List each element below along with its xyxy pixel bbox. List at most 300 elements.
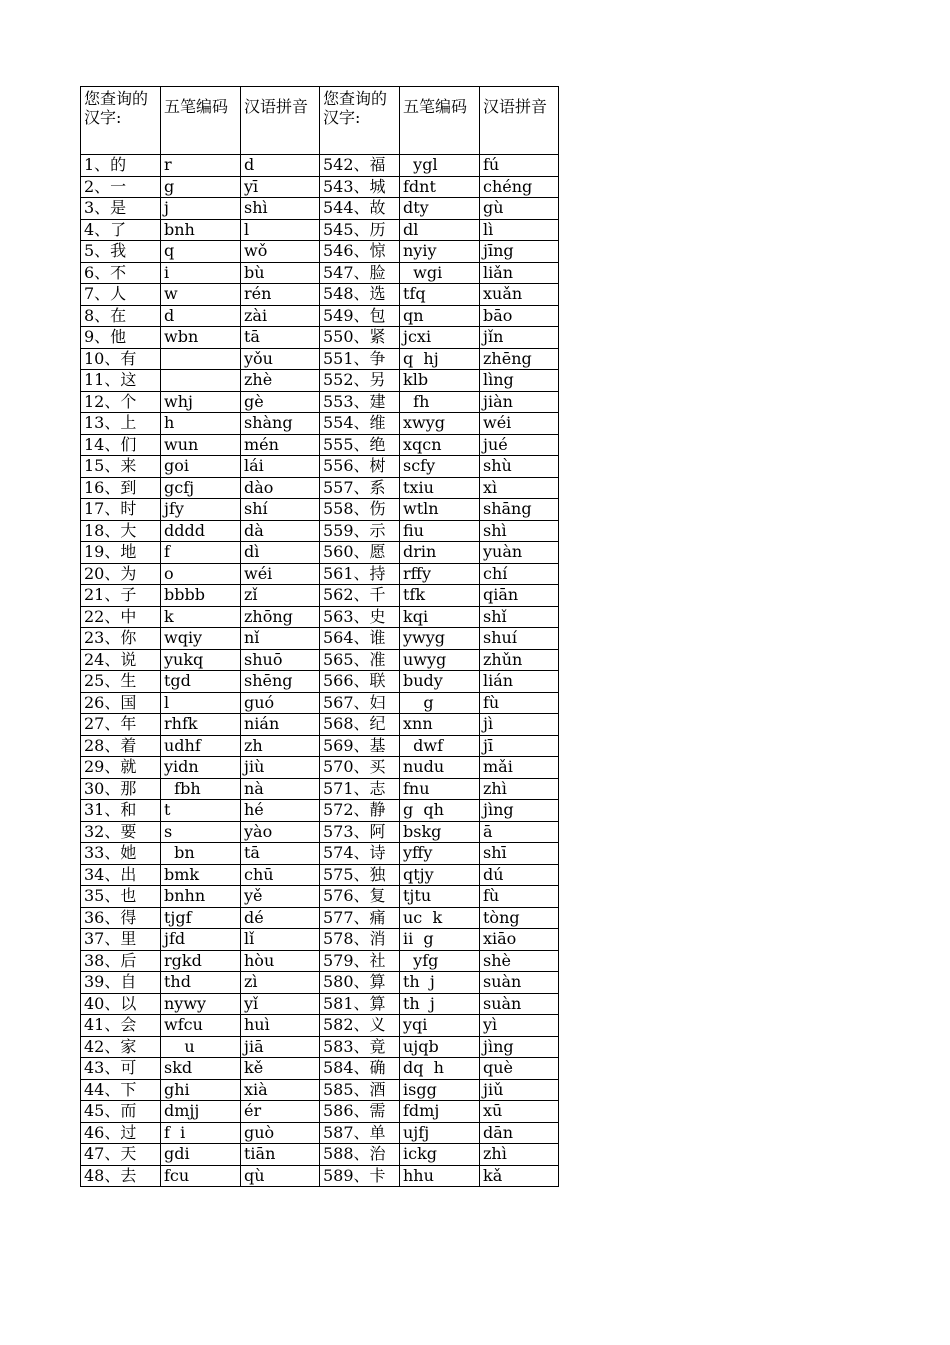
cell-pinyin-left: yě: [241, 886, 320, 908]
cell-char-right: 551、争: [320, 348, 400, 370]
cell-pinyin-left: zhōng: [241, 606, 320, 628]
cell-wubi-right: xwyg: [400, 413, 480, 435]
table-row: [81, 714, 559, 736]
cell-wubi-right: yqi: [400, 1015, 480, 1037]
cell-pinyin-left: shēng: [241, 671, 320, 693]
cell-pinyin-right: dú: [480, 864, 559, 886]
header-wubi-left: 五笔编码: [161, 87, 241, 155]
cell-wubi-left: f i: [161, 1122, 241, 1144]
cell-char-left: 32、要: [81, 821, 161, 843]
cell-pinyin-left: dà: [241, 520, 320, 542]
cell-wubi-right: txiu: [400, 477, 480, 499]
cell-pinyin-left: xià: [241, 1079, 320, 1101]
cell-pinyin-right: lì: [480, 219, 559, 241]
cell-pinyin-right: yì: [480, 1015, 559, 1037]
table-row: [81, 176, 559, 198]
cell-wubi-left: jfy: [161, 499, 241, 521]
cell-wubi-right: yfg: [400, 950, 480, 972]
cell-pinyin-left: d: [241, 155, 320, 177]
cell-wubi-left: w: [161, 284, 241, 306]
wubi-pinyin-table: [80, 86, 559, 1187]
cell-char-left: 42、家: [81, 1036, 161, 1058]
cell-wubi-left: tjgf: [161, 907, 241, 929]
cell-char-left: 3、是: [81, 198, 161, 220]
cell-char-left: 5、我: [81, 241, 161, 263]
cell-wubi-right: q hj: [400, 348, 480, 370]
cell-wubi-left: whj: [161, 391, 241, 413]
table-row: [81, 1144, 559, 1166]
cell-pinyin-left: yǒu: [241, 348, 320, 370]
cell-char-right: 553、建: [320, 391, 400, 413]
table-row: [81, 520, 559, 542]
cell-char-right: 560、愿: [320, 542, 400, 564]
cell-char-left: 28、着: [81, 735, 161, 757]
cell-wubi-left: u: [161, 1036, 241, 1058]
cell-pinyin-left: jiā: [241, 1036, 320, 1058]
cell-wubi-left: skd: [161, 1058, 241, 1080]
table-row: [81, 821, 559, 843]
table-row: [81, 219, 559, 241]
table-row: [81, 327, 559, 349]
cell-pinyin-left: kě: [241, 1058, 320, 1080]
cell-wubi-right: klb: [400, 370, 480, 392]
cell-char-left: 11、这: [81, 370, 161, 392]
cell-wubi-right: dq h: [400, 1058, 480, 1080]
cell-char-right: 581、算: [320, 993, 400, 1015]
cell-wubi-right: scfy: [400, 456, 480, 478]
cell-pinyin-right: xū: [480, 1101, 559, 1123]
cell-pinyin-right: shǐ: [480, 606, 559, 628]
cell-pinyin-left: bù: [241, 262, 320, 284]
cell-char-right: 588、治: [320, 1144, 400, 1166]
table-row: [81, 843, 559, 865]
table-row: [81, 692, 559, 714]
cell-wubi-left: wbn: [161, 327, 241, 349]
table-row: [81, 907, 559, 929]
cell-wubi-left: yukq: [161, 649, 241, 671]
cell-char-right: 563、史: [320, 606, 400, 628]
cell-wubi-right: ygl: [400, 155, 480, 177]
cell-pinyin-right: jīng: [480, 241, 559, 263]
cell-char-left: 24、说: [81, 649, 161, 671]
cell-wubi-left: dddd: [161, 520, 241, 542]
cell-pinyin-left: tā: [241, 327, 320, 349]
cell-wubi-right: ujqb: [400, 1036, 480, 1058]
cell-char-left: 46、过: [81, 1122, 161, 1144]
cell-char-right: 552、另: [320, 370, 400, 392]
cell-pinyin-right: xì: [480, 477, 559, 499]
cell-wubi-right: ujfj: [400, 1122, 480, 1144]
cell-wubi-right: yffy: [400, 843, 480, 865]
cell-char-left: 4、了: [81, 219, 161, 241]
cell-pinyin-right: shāng: [480, 499, 559, 521]
cell-wubi-left: wun: [161, 434, 241, 456]
table-row: [81, 606, 559, 628]
cell-pinyin-left: zài: [241, 305, 320, 327]
cell-wubi-right: tfq: [400, 284, 480, 306]
cell-wubi-right: hhu: [400, 1165, 480, 1187]
cell-wubi-left: goi: [161, 456, 241, 478]
cell-wubi-right: qtjy: [400, 864, 480, 886]
cell-pinyin-right: zhì: [480, 778, 559, 800]
cell-char-right: 569、基: [320, 735, 400, 757]
cell-wubi-left: wqiy: [161, 628, 241, 650]
cell-wubi-right: th j: [400, 972, 480, 994]
cell-wubi-right: budy: [400, 671, 480, 693]
cell-char-right: 550、紧: [320, 327, 400, 349]
table-row: [81, 391, 559, 413]
cell-pinyin-right: jī: [480, 735, 559, 757]
cell-wubi-right: ywyg: [400, 628, 480, 650]
cell-pinyin-left: zǐ: [241, 585, 320, 607]
cell-wubi-right: ii g: [400, 929, 480, 951]
cell-char-right: 589、卡: [320, 1165, 400, 1187]
cell-wubi-right: fh: [400, 391, 480, 413]
cell-wubi-right: ickg: [400, 1144, 480, 1166]
cell-wubi-right: drin: [400, 542, 480, 564]
cell-char-left: 48、去: [81, 1165, 161, 1187]
cell-pinyin-right: shì: [480, 520, 559, 542]
cell-pinyin-left: dào: [241, 477, 320, 499]
cell-pinyin-right: wéi: [480, 413, 559, 435]
table-row: [81, 1165, 559, 1187]
cell-char-right: 547、脸: [320, 262, 400, 284]
cell-char-left: 47、天: [81, 1144, 161, 1166]
cell-pinyin-right: mǎi: [480, 757, 559, 779]
cell-char-right: 548、选: [320, 284, 400, 306]
cell-pinyin-left: dé: [241, 907, 320, 929]
table-row: [81, 262, 559, 284]
cell-pinyin-left: zì: [241, 972, 320, 994]
cell-char-right: 580、算: [320, 972, 400, 994]
cell-wubi-left: f: [161, 542, 241, 564]
cell-pinyin-left: gè: [241, 391, 320, 413]
cell-pinyin-left: shuō: [241, 649, 320, 671]
cell-char-right: 546、惊: [320, 241, 400, 263]
cell-pinyin-right: zhì: [480, 1144, 559, 1166]
cell-pinyin-right: ā: [480, 821, 559, 843]
cell-wubi-left: t: [161, 800, 241, 822]
cell-wubi-left: o: [161, 563, 241, 585]
cell-char-left: 14、们: [81, 434, 161, 456]
cell-pinyin-left: yī: [241, 176, 320, 198]
cell-wubi-left: s: [161, 821, 241, 843]
cell-char-left: 36、得: [81, 907, 161, 929]
cell-wubi-right: isgg: [400, 1079, 480, 1101]
cell-char-left: 1、的: [81, 155, 161, 177]
cell-pinyin-right: jì: [480, 714, 559, 736]
cell-char-left: 30、那: [81, 778, 161, 800]
cell-wubi-left: bbbb: [161, 585, 241, 607]
cell-char-left: 13、上: [81, 413, 161, 435]
cell-wubi-right: nudu: [400, 757, 480, 779]
cell-wubi-right: wtln: [400, 499, 480, 521]
cell-char-left: 8、在: [81, 305, 161, 327]
cell-pinyin-right: fù: [480, 692, 559, 714]
table-row: [81, 1101, 559, 1123]
table-row: [81, 1058, 559, 1080]
cell-pinyin-left: huì: [241, 1015, 320, 1037]
table-row: [81, 649, 559, 671]
cell-char-right: 568、纪: [320, 714, 400, 736]
cell-char-left: 18、大: [81, 520, 161, 542]
cell-char-left: 10、有: [81, 348, 161, 370]
cell-pinyin-right: bāo: [480, 305, 559, 327]
cell-pinyin-right: jué: [480, 434, 559, 456]
cell-char-right: 562、千: [320, 585, 400, 607]
table-row: [81, 972, 559, 994]
cell-pinyin-right: jìng: [480, 800, 559, 822]
cell-pinyin-right: fù: [480, 886, 559, 908]
cell-char-left: 21、子: [81, 585, 161, 607]
cell-pinyin-left: zh: [241, 735, 320, 757]
header-wubi-right: 五笔编码: [400, 87, 480, 155]
cell-char-right: 584、确: [320, 1058, 400, 1080]
cell-char-right: 575、独: [320, 864, 400, 886]
cell-char-left: 33、她: [81, 843, 161, 865]
cell-char-right: 564、谁: [320, 628, 400, 650]
cell-pinyin-right: chí: [480, 563, 559, 585]
cell-pinyin-right: qiān: [480, 585, 559, 607]
cell-wubi-left: fbh: [161, 778, 241, 800]
cell-pinyin-left: guó: [241, 692, 320, 714]
cell-wubi-left: i: [161, 262, 241, 284]
cell-wubi-left: fcu: [161, 1165, 241, 1187]
cell-wubi-left: d: [161, 305, 241, 327]
cell-char-left: 31、和: [81, 800, 161, 822]
cell-char-right: 561、持: [320, 563, 400, 585]
cell-pinyin-right: yuàn: [480, 542, 559, 564]
cell-char-left: 35、也: [81, 886, 161, 908]
cell-char-right: 545、历: [320, 219, 400, 241]
cell-pinyin-left: dì: [241, 542, 320, 564]
cell-wubi-left: h: [161, 413, 241, 435]
cell-pinyin-right: liǎn: [480, 262, 559, 284]
cell-pinyin-left: lái: [241, 456, 320, 478]
cell-pinyin-left: rén: [241, 284, 320, 306]
cell-char-right: 555、绝: [320, 434, 400, 456]
table-row: [81, 155, 559, 177]
table-row: [81, 456, 559, 478]
cell-char-left: 15、来: [81, 456, 161, 478]
cell-char-right: 583、竟: [320, 1036, 400, 1058]
cell-wubi-right: dl: [400, 219, 480, 241]
cell-char-right: 574、诗: [320, 843, 400, 865]
cell-wubi-left: j: [161, 198, 241, 220]
cell-char-right: 558、伤: [320, 499, 400, 521]
cell-char-left: 44、下: [81, 1079, 161, 1101]
cell-pinyin-right: kǎ: [480, 1165, 559, 1187]
cell-char-right: 587、单: [320, 1122, 400, 1144]
cell-char-right: 579、社: [320, 950, 400, 972]
cell-pinyin-right: shè: [480, 950, 559, 972]
cell-char-left: 40、以: [81, 993, 161, 1015]
cell-wubi-left: tgd: [161, 671, 241, 693]
table-row: [81, 477, 559, 499]
table-row: [81, 1036, 559, 1058]
cell-char-right: 572、静: [320, 800, 400, 822]
cell-pinyin-left: yào: [241, 821, 320, 843]
cell-pinyin-right: què: [480, 1058, 559, 1080]
cell-wubi-right: rffy: [400, 563, 480, 585]
cell-pinyin-left: mén: [241, 434, 320, 456]
header-char-right: 您查询的汉字:: [320, 87, 400, 155]
cell-char-right: 578、消: [320, 929, 400, 951]
cell-wubi-left: dmjj: [161, 1101, 241, 1123]
header-pinyin-right: 汉语拼音: [480, 87, 559, 155]
cell-wubi-right: bskg: [400, 821, 480, 843]
table-row: [81, 1015, 559, 1037]
cell-wubi-right: qn: [400, 305, 480, 327]
cell-char-left: 38、后: [81, 950, 161, 972]
cell-pinyin-left: nián: [241, 714, 320, 736]
cell-char-right: 565、准: [320, 649, 400, 671]
cell-char-left: 26、国: [81, 692, 161, 714]
cell-char-right: 566、联: [320, 671, 400, 693]
cell-pinyin-left: nà: [241, 778, 320, 800]
cell-pinyin-right: suàn: [480, 993, 559, 1015]
cell-char-right: 582、义: [320, 1015, 400, 1037]
cell-wubi-left: wfcu: [161, 1015, 241, 1037]
cell-wubi-left: rhfk: [161, 714, 241, 736]
cell-wubi-left: [161, 370, 241, 392]
cell-wubi-right: fiu: [400, 520, 480, 542]
cell-char-right: 567、妇: [320, 692, 400, 714]
cell-pinyin-left: jiù: [241, 757, 320, 779]
table-row: [81, 241, 559, 263]
cell-pinyin-left: tā: [241, 843, 320, 865]
cell-pinyin-left: hé: [241, 800, 320, 822]
cell-wubi-right: wgi: [400, 262, 480, 284]
cell-wubi-left: bmk: [161, 864, 241, 886]
cell-wubi-right: uwyg: [400, 649, 480, 671]
table-row: [81, 993, 559, 1015]
cell-char-left: 43、可: [81, 1058, 161, 1080]
cell-pinyin-right: jǐn: [480, 327, 559, 349]
cell-pinyin-left: l: [241, 219, 320, 241]
cell-char-right: 556、树: [320, 456, 400, 478]
table-row: [81, 434, 559, 456]
table-row: [81, 305, 559, 327]
table-row: [81, 348, 559, 370]
cell-wubi-right: xqcn: [400, 434, 480, 456]
cell-char-left: 41、会: [81, 1015, 161, 1037]
cell-pinyin-left: yǐ: [241, 993, 320, 1015]
cell-pinyin-right: lián: [480, 671, 559, 693]
cell-wubi-right: th j: [400, 993, 480, 1015]
cell-char-right: 557、系: [320, 477, 400, 499]
cell-pinyin-left: shí: [241, 499, 320, 521]
cell-char-right: 576、复: [320, 886, 400, 908]
cell-char-left: 9、他: [81, 327, 161, 349]
cell-pinyin-right: jiàn: [480, 391, 559, 413]
cell-char-right: 549、包: [320, 305, 400, 327]
cell-char-left: 17、时: [81, 499, 161, 521]
cell-wubi-left: gdi: [161, 1144, 241, 1166]
cell-pinyin-right: xuǎn: [480, 284, 559, 306]
cell-pinyin-right: zhǔn: [480, 649, 559, 671]
cell-wubi-left: q: [161, 241, 241, 263]
cell-pinyin-left: hòu: [241, 950, 320, 972]
table-row: [81, 735, 559, 757]
cell-pinyin-left: wéi: [241, 563, 320, 585]
cell-wubi-left: ghi: [161, 1079, 241, 1101]
table-row: [81, 800, 559, 822]
cell-wubi-right: fdnt: [400, 176, 480, 198]
cell-char-left: 25、生: [81, 671, 161, 693]
cell-char-right: 554、维: [320, 413, 400, 435]
cell-wubi-left: bn: [161, 843, 241, 865]
cell-char-right: 577、痛: [320, 907, 400, 929]
table-row: [81, 542, 559, 564]
cell-pinyin-left: tiān: [241, 1144, 320, 1166]
header-row: [81, 87, 559, 155]
table-row: [81, 671, 559, 693]
cell-wubi-left: bnhn: [161, 886, 241, 908]
cell-wubi-left: udhf: [161, 735, 241, 757]
table-row: [81, 778, 559, 800]
cell-pinyin-right: shù: [480, 456, 559, 478]
cell-pinyin-right: chéng: [480, 176, 559, 198]
cell-pinyin-right: zhēng: [480, 348, 559, 370]
table-row: [81, 198, 559, 220]
cell-char-right: 571、志: [320, 778, 400, 800]
cell-char-right: 570、买: [320, 757, 400, 779]
cell-wubi-right: dty: [400, 198, 480, 220]
cell-char-left: 6、不: [81, 262, 161, 284]
table-row: [81, 1122, 559, 1144]
cell-pinyin-right: shuí: [480, 628, 559, 650]
table-row: [81, 370, 559, 392]
cell-char-right: 573、阿: [320, 821, 400, 843]
cell-pinyin-left: lǐ: [241, 929, 320, 951]
cell-char-right: 543、城: [320, 176, 400, 198]
cell-pinyin-left: guò: [241, 1122, 320, 1144]
cell-wubi-left: thd: [161, 972, 241, 994]
cell-char-left: 22、中: [81, 606, 161, 628]
cell-char-left: 37、里: [81, 929, 161, 951]
table-row: [81, 413, 559, 435]
cell-pinyin-right: lìng: [480, 370, 559, 392]
cell-wubi-right: dwf: [400, 735, 480, 757]
cell-char-left: 12、个: [81, 391, 161, 413]
cell-char-left: 34、出: [81, 864, 161, 886]
table-row: [81, 499, 559, 521]
cell-char-left: 20、为: [81, 563, 161, 585]
cell-wubi-right: fdmj: [400, 1101, 480, 1123]
cell-pinyin-right: fú: [480, 155, 559, 177]
cell-char-left: 2、一: [81, 176, 161, 198]
cell-char-right: 544、故: [320, 198, 400, 220]
cell-pinyin-left: nǐ: [241, 628, 320, 650]
table-row: [81, 563, 559, 585]
table-row: [81, 757, 559, 779]
cell-pinyin-left: shì: [241, 198, 320, 220]
cell-char-left: 19、地: [81, 542, 161, 564]
cell-wubi-left: g: [161, 176, 241, 198]
cell-char-left: 7、人: [81, 284, 161, 306]
cell-char-left: 16、到: [81, 477, 161, 499]
cell-pinyin-left: ér: [241, 1101, 320, 1123]
cell-wubi-right: g qh: [400, 800, 480, 822]
cell-wubi-left: nywy: [161, 993, 241, 1015]
cell-wubi-left: jfd: [161, 929, 241, 951]
cell-char-right: 585、酒: [320, 1079, 400, 1101]
cell-pinyin-right: shī: [480, 843, 559, 865]
cell-pinyin-right: suàn: [480, 972, 559, 994]
cell-wubi-right: jcxi: [400, 327, 480, 349]
cell-pinyin-left: qù: [241, 1165, 320, 1187]
